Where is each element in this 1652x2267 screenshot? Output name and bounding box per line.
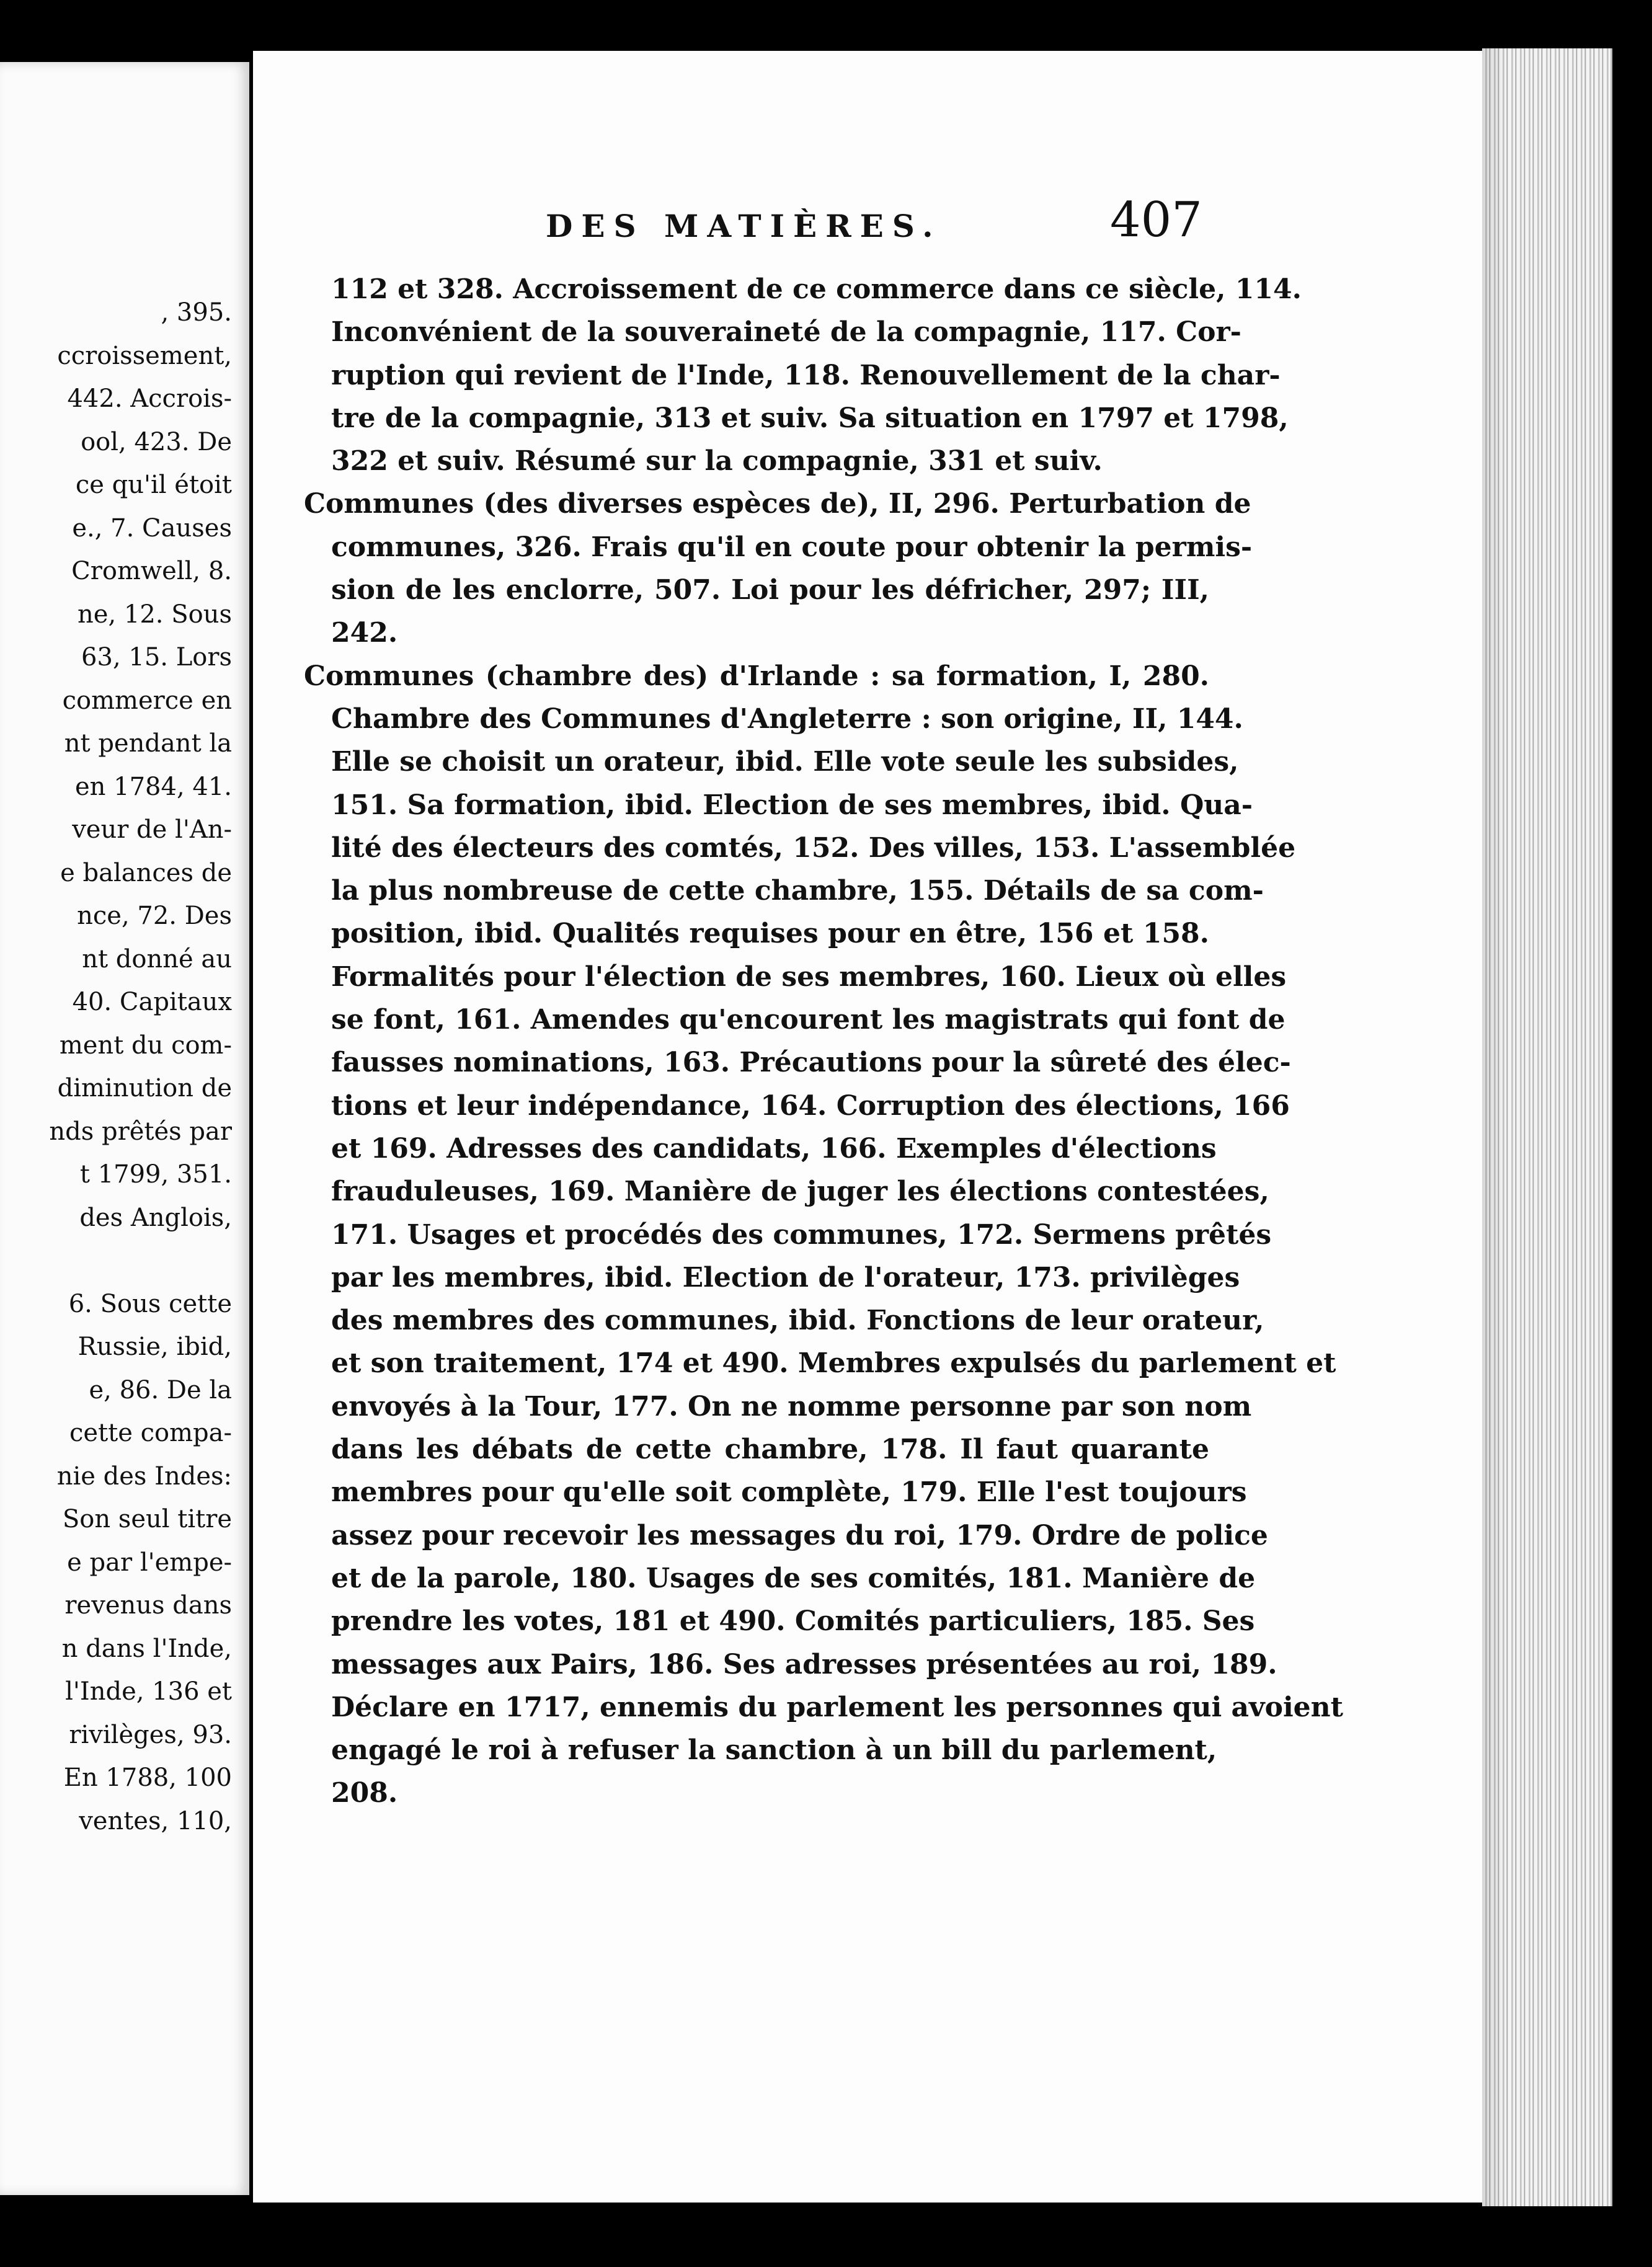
left-page-line: e., 7. Causes — [72, 513, 232, 543]
left-page-line: en 1784, 41. — [75, 772, 232, 801]
index-line: frauduleuses, 169. Manière de juger les élections contestées, — [331, 1176, 1269, 1208]
index-line: messages aux Pairs, 186. Ses adresses présentées au roi, 189. — [331, 1648, 1277, 1680]
page-number: 407 — [1110, 192, 1202, 248]
index-line: envoyés à la Tour, 177. On ne nomme personne par son nom — [331, 1390, 1252, 1422]
index-line: des membres des communes, ibid. Fonctions de leur orateur, — [331, 1305, 1264, 1337]
index-line: par les membres, ibid. Election de l'orateur, 173. privilèges — [331, 1261, 1240, 1293]
left-page-line: cette compa- — [69, 1419, 232, 1447]
left-page-line: n dans l'Inde, — [61, 1634, 232, 1663]
left-page-line: 6. Sous cette — [68, 1289, 232, 1318]
running-head: DES MATIÈRES. — [546, 208, 942, 244]
left-page-line: diminution de — [57, 1074, 232, 1102]
left-page-line: nds prêtés par — [49, 1117, 232, 1146]
index-line: 322 et suiv. Résumé sur la compagnie, 331 et suiv. — [331, 445, 1103, 477]
index-line: 208. — [331, 1777, 398, 1809]
left-page-line — [0, 1240, 232, 1283]
index-line: Communes (chambre des) d'Irlande : sa formation, I, 280. — [304, 660, 1209, 692]
left-page-line: Russie, ibid, — [78, 1333, 232, 1361]
left-page-line: Son seul titre — [62, 1505, 232, 1533]
index-line: membres pour qu'elle soit complète, 179. Elle l'est toujours — [331, 1476, 1247, 1509]
left-page-line: nt pendant la — [64, 729, 232, 758]
left-page-line: ool, 423. De — [81, 427, 232, 456]
index-line: assez pour recevoir les messages du roi, 179. Ordre de police — [331, 1519, 1268, 1551]
left-page-line: revenus dans — [64, 1591, 232, 1620]
index-line: communes, 326. Frais qu'il en coute pour obtenir la permis- — [331, 531, 1253, 563]
left-page-line: veur de l'An- — [72, 815, 232, 844]
left-facing-page — [0, 62, 249, 2195]
left-page-line: En 1788, 100 — [63, 1763, 232, 1792]
left-page-line: ment du com- — [59, 1031, 232, 1060]
index-line: se font, 161. Amendes qu'encourent les magistrats qui font de — [331, 1004, 1286, 1036]
index-line: engagé le roi à refuser la sanction à un bill du parlement, — [331, 1734, 1217, 1767]
index-line: dans les débats de cette chambre, 178. Il faut quarante — [331, 1434, 1209, 1466]
left-page-line: 442. Accrois- — [67, 384, 232, 413]
left-page-line: , 395. — [161, 298, 232, 327]
index-line: Elle se choisit un orateur, ibid. Elle vote seule les subsides, — [331, 746, 1239, 778]
index-line: tions et leur indépendance, 164. Corruption des élections, 166 — [331, 1089, 1290, 1122]
index-line: et de la parole, 180. Usages de ses comités, 181. Manière de — [331, 1562, 1256, 1594]
index-line: lité des électeurs des comtés, 152. Des villes, 153. L'assemblée — [331, 832, 1296, 864]
index-line: 151. Sa formation, ibid. Election de ses membres, ibid. Qua- — [331, 789, 1253, 821]
index-line: Formalités pour l'élection de ses membres, 160. Lieux où elles — [331, 960, 1287, 993]
left-page-line: e, 86. De la — [89, 1375, 232, 1404]
left-page-line: commerce en — [62, 686, 232, 715]
index-line: la plus nombreuse de cette chambre, 155. Détails de sa com- — [331, 875, 1264, 907]
index-line: Déclare en 1717, ennemis du parlement les personnes qui avoient — [331, 1691, 1343, 1723]
index-line: Inconvénient de la souveraineté de la compagnie, 117. Cor- — [331, 316, 1241, 348]
index-line: 171. Usages et procédés des communes, 172. Sermens prêtés — [331, 1218, 1272, 1251]
left-page-line: rivilèges, 93. — [69, 1720, 232, 1749]
page-edge-shadow — [1482, 48, 1507, 2206]
left-page-line: ventes, 110, — [79, 1806, 232, 1835]
left-page-line: 63, 15. Lors — [81, 643, 232, 672]
index-line: prendre les votes, 181 et 490. Comités particuliers, 185. Ses — [331, 1605, 1255, 1638]
index-body — [304, 268, 1343, 1815]
left-page-line: l'Inde, 136 et — [65, 1677, 232, 1706]
left-page-line: ccroissement, — [57, 341, 232, 370]
index-line: tre de la compagnie, 313 et suiv. Sa situation en 1797 et 1798, — [331, 402, 1289, 434]
left-page-text — [0, 291, 232, 1843]
index-line: 242. — [331, 617, 398, 649]
index-line: Communes (des diverses espèces de), II, 296. Perturbation de — [304, 488, 1251, 520]
index-line: 112 et 328. Accroissement de ce commerce dans ce siècle, 114. — [331, 273, 1302, 305]
left-page-line: 40. Capitaux — [72, 988, 232, 1016]
index-entry-communes-especes — [304, 482, 1253, 654]
index-line: position, ibid. Qualités requises pour en être, 156 et 158. — [331, 918, 1209, 950]
left-page-line: nt donné au — [82, 944, 232, 974]
index-line: et son traitement, 174 et 490. Membres expulsés du parlement et — [331, 1347, 1336, 1380]
index-entry-communes-chambre — [304, 655, 1343, 1815]
left-page-line: ne, 12. Sous — [78, 600, 232, 629]
index-line: ruption qui revient de l'Inde, 118. Renouvellement de la char- — [331, 359, 1281, 391]
left-page-line: Cromwell, 8. — [71, 557, 232, 585]
index-line: fausses nominations, 163. Précautions pour la sûreté des élec- — [331, 1047, 1291, 1079]
index-entry-compagnie-continued — [304, 268, 1302, 482]
left-page-line: des Anglois, — [79, 1203, 232, 1232]
index-line: Chambre des Communes d'Angleterre : son origine, II, 144. — [331, 703, 1243, 735]
index-line: sion de les enclorre, 507. Loi pour les défricher, 297; III, — [331, 574, 1209, 606]
left-page-line: e balances de — [60, 858, 232, 887]
left-page-line: ce qu'il étoit — [75, 471, 232, 499]
left-page-line: nce, 72. Des — [77, 902, 232, 930]
left-page-line: nie des Indes: — [56, 1462, 232, 1491]
left-page-line: e par l'empe- — [67, 1548, 232, 1577]
index-line: et 169. Adresses des candidats, 166. Exemples d'élections — [331, 1132, 1217, 1165]
left-page-line: t 1799, 351. — [79, 1160, 232, 1189]
